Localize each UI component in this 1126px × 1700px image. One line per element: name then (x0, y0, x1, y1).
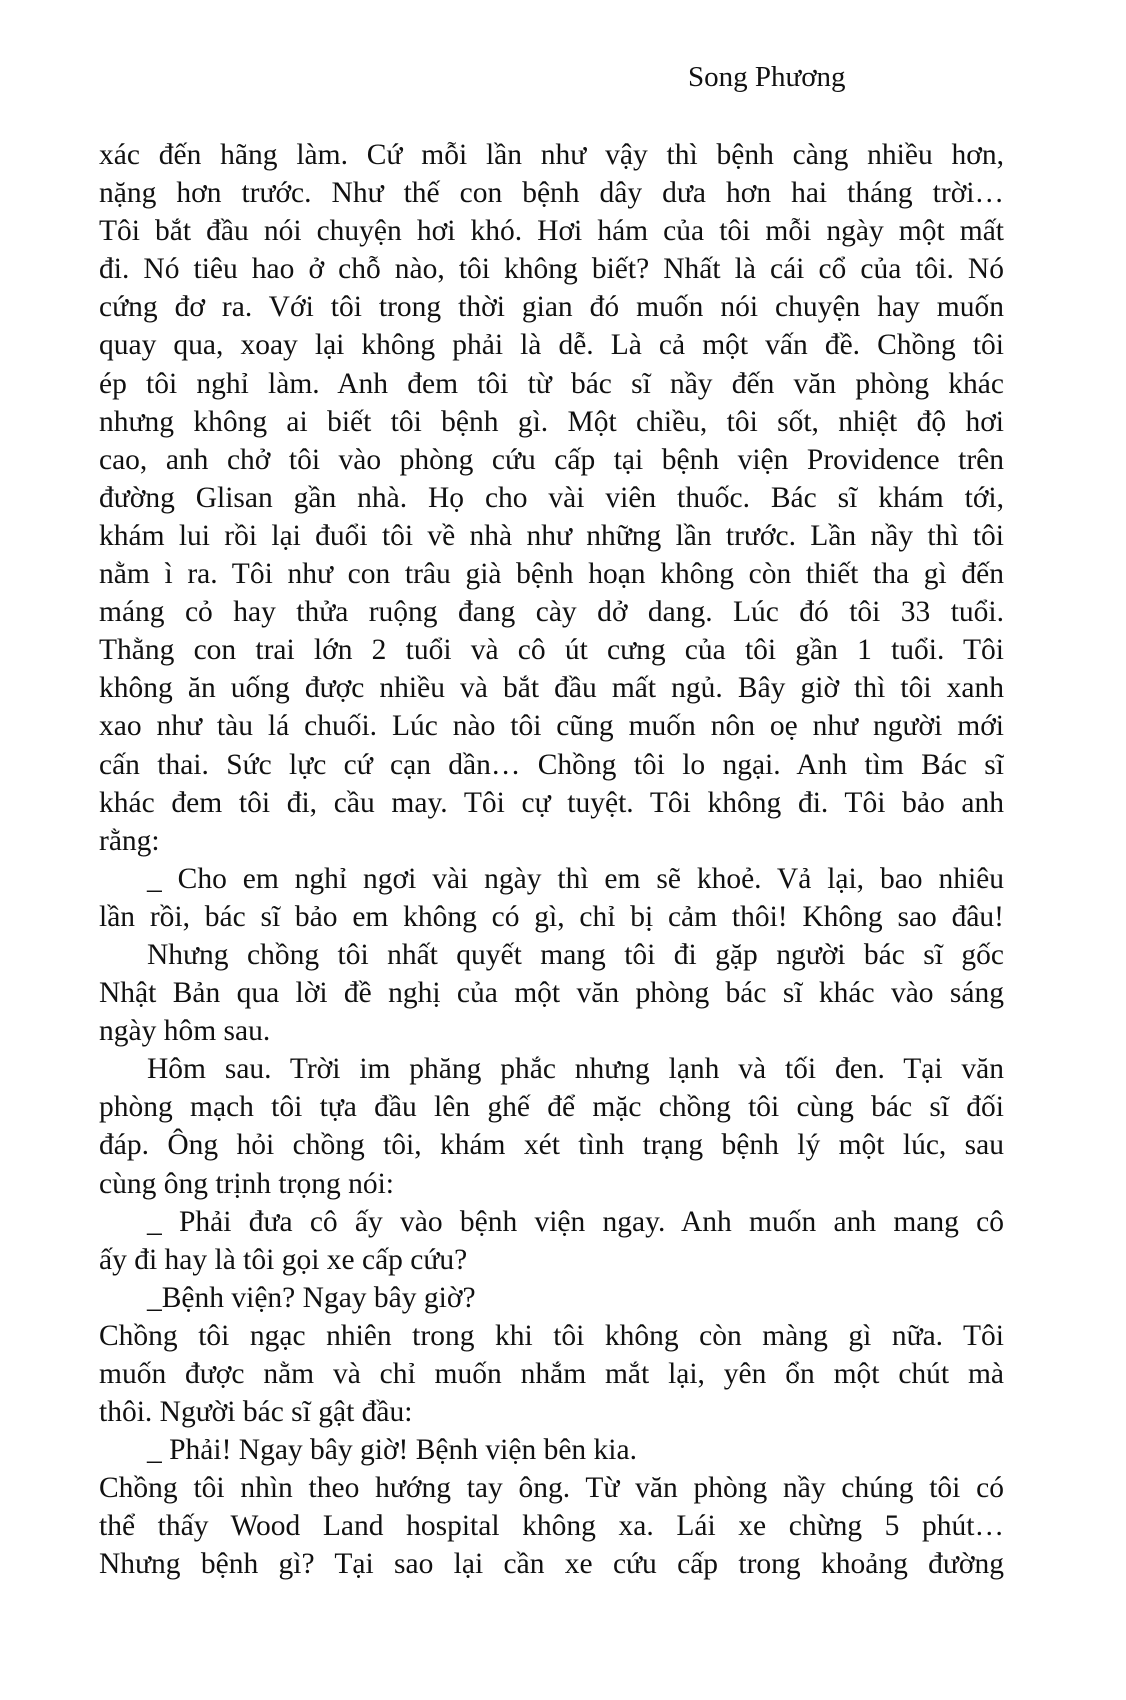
text-line: thôi. Người bác sĩ gật đầu: (99, 1396, 413, 1429)
dialogue-line: _Bệnh viện? Ngay bây giờ? (147, 1281, 476, 1314)
text-line: Nhật Bản qua lời đề nghị của một văn phòng bác sĩ khác vào sáng (99, 977, 1004, 1010)
text-line: quay qua, xoay lại không phải là dễ. Là cả một vấn đề. Chồng tôi (99, 329, 1004, 362)
text-line: Chồng tôi nhìn theo hướng tay ông. Từ văn phòng nầy chúng tôi có (99, 1472, 1004, 1505)
text-line: khác đem tôi đi, cầu may. Tôi cự tuyệt. Tôi không đi. Tôi bảo anh (99, 786, 1004, 819)
text-line: khám lui rồi lại đuổi tôi về nhà như những lần trước. Lần nầy thì tôi (99, 519, 1004, 552)
text-line: xác đến hãng làm. Cứ mỗi lần như vậy thì bệnh càng nhiều hơn, (99, 139, 1004, 171)
text-line: cùng ông trịnh trọng nói: (99, 1167, 394, 1200)
text-line: máng cỏ hay thửa ruộng đang cày dở dang. Lúc đó tôi 33 tuổi. (99, 596, 1004, 629)
text-line: muốn được nằm và chỉ muốn nhắm mắt lại, yên ổn một chút mà (99, 1358, 1004, 1390)
dialogue-line: _ Phải! Ngay bây giờ! Bệnh viện bên kia. (147, 1434, 637, 1467)
paragraph-start-line: Nhưng chồng tôi nhất quyết mang tôi đi gặp người bác sĩ gốc (147, 938, 1004, 971)
text-line: xao như tàu lá chuối. Lúc nào tôi cũng muốn nôn oẹ như người mới (99, 710, 1004, 743)
text-line: phòng mạch tôi tựa đầu lên ghế để mặc chồng tôi cùng bác sĩ đối (99, 1091, 1004, 1124)
text-line: nhưng không ai biết tôi bệnh gì. Một chiều, tôi sốt, nhiệt độ hơi (99, 405, 1004, 438)
body-text (99, 136, 1004, 1584)
text-line: Chồng tôi ngạc nhiên trong khi tôi không còn màng gì nữa. Tôi (99, 1319, 1004, 1352)
text-line: cấn thai. Sức lực cứ cạn dần… Chồng tôi lo ngại. Anh tìm Bác sĩ (99, 748, 1004, 781)
text-line: cao, anh chở tôi vào phòng cứu cấp tại bệnh viện Providence trên (99, 443, 1004, 476)
text-line: không ăn uống được nhiều và bắt đầu mất ngủ. Bây giờ thì tôi xanh (99, 672, 1004, 705)
text-line: cứng đơ ra. Với tôi trong thời gian đó muốn nói chuyện hay muốn (99, 291, 1004, 324)
text-line: lần rồi, bác sĩ bảo em không có gì, chỉ bị cảm thôi! Không sao đâu! (99, 900, 1004, 933)
text-line: ép tôi nghỉ làm. Anh đem tôi từ bác sĩ nầy đến văn phòng khác (99, 367, 1004, 400)
text-line: đường Glisan gần nhà. Họ cho vài viên thuốc. Bác sĩ khám tới, (99, 481, 1004, 514)
text-line: Tôi bắt đầu nói chuyện hơi khó. Hơi hám của tôi mỗi ngày một mất (99, 215, 1004, 248)
text-line: đi. Nó tiêu hao ở chỗ nào, tôi không biết? Nhất là cái cổ của tôi. Nó (99, 253, 1004, 286)
text-line: nặng hơn trước. Như thế con bệnh dây dưa hơn hai tháng trời… (99, 177, 1004, 210)
dialogue-line: _ Cho em nghỉ ngơi vài ngày thì em sẽ khoẻ. Vả lại, bao nhiêu (147, 862, 1004, 895)
text-line: đáp. Ông hỏi chồng tôi, khám xét tình trạng bệnh lý một lúc, sau (99, 1129, 1004, 1162)
text-line: Nhưng bệnh gì? Tại sao lại cần xe cứu cấp trong khoảng đường (99, 1548, 1004, 1581)
text-line: thể thấy Wood Land hospital không xa. Lái xe chừng 5 phút… (99, 1510, 1004, 1543)
dialogue-line: _ Phải đưa cô ấy vào bệnh viện ngay. Anh muốn anh mang cô (147, 1205, 1004, 1238)
text-line: Thằng con trai lớn 2 tuổi và cô út cưng của tôi gần 1 tuổi. Tôi (99, 634, 1004, 667)
text-line: ngày hôm sau. (99, 1015, 271, 1048)
text-line: ấy đi hay là tôi gọi xe cấp cứu? (99, 1243, 468, 1276)
paragraph-start-line: Hôm sau. Trời im phăng phắc nhưng lạnh và tối đen. Tại văn (147, 1053, 1004, 1086)
text-line: nằm ì ra. Tôi như con trâu già bệnh hoạn không còn thiết tha gì đến (99, 558, 1004, 591)
running-header: Song Phương (688, 61, 846, 93)
text-line: rằng: (99, 824, 160, 857)
